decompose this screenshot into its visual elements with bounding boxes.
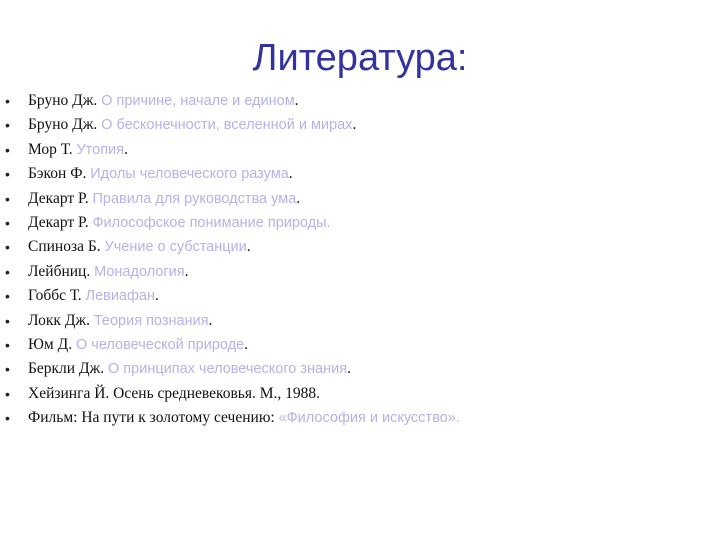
reference-author: Бруно Дж. (28, 116, 98, 134)
reference-author: Бэкон Ф. (28, 165, 87, 183)
reference-item (0, 382, 700, 406)
reference-item (0, 162, 700, 186)
bullet-icon: • (5, 141, 10, 158)
reference-tail: . (294, 92, 299, 109)
bullet-icon: • (5, 166, 10, 183)
reference-author: Декарт Р. (28, 213, 89, 231)
reference-item (0, 284, 700, 308)
reference-link[interactable]: Монадология (94, 263, 185, 280)
reference-link[interactable]: Правила для руководства ума (92, 190, 297, 207)
reference-author: Спиноза Б. (28, 238, 101, 256)
bullet-icon: • (5, 312, 10, 329)
bullet-icon: • (5, 214, 10, 231)
reference-tail: . (184, 262, 189, 280)
reference-author: Бруно Дж. (28, 92, 98, 109)
bullet-icon: • (5, 361, 10, 378)
bullet-icon: • (5, 190, 10, 207)
reference-author: Мор Т. (28, 140, 73, 158)
reference-author: Беркли Дж. (28, 360, 105, 378)
bullet-icon: • (5, 288, 10, 305)
reference-item (0, 138, 700, 162)
reference-link[interactable]: «Философия и искусство». (278, 410, 460, 427)
reference-link[interactable]: Учение о субстанции (104, 239, 247, 256)
reference-author: Гоббс Т. (28, 287, 82, 305)
reference-author: Лейбниц. (28, 262, 91, 280)
slide-title: Литература: (252, 37, 468, 79)
reference-list (0, 89, 700, 430)
reference-tail: . (124, 140, 128, 158)
reference-item (0, 235, 700, 259)
bullet-icon: • (5, 385, 10, 402)
bullet-icon: • (5, 336, 10, 353)
reference-item (0, 309, 700, 333)
reference-link[interactable]: О бесконечности, вселенной и мирах (101, 117, 353, 134)
reference-item (0, 187, 700, 211)
reference-link[interactable]: О причине, начале и едином (101, 93, 295, 109)
reference-item (0, 357, 700, 381)
reference-tail: . (155, 287, 159, 305)
reference-author: Локк Дж. (28, 311, 90, 329)
reference-item (0, 113, 700, 137)
reference-tail: . (296, 189, 301, 207)
reference-tail: . (352, 116, 357, 134)
bullet-icon: • (5, 93, 10, 109)
reference-link[interactable]: Левиафан (85, 288, 155, 305)
reference-author: Фильм: На пути к золотому сечению: (28, 409, 275, 427)
reference-tail: . (208, 311, 213, 329)
reference-tail: . (347, 360, 351, 378)
reference-link[interactable]: Философское понимание природы. (92, 214, 331, 231)
bullet-icon: • (5, 263, 10, 280)
reference-tail: . (288, 165, 293, 183)
reference-item (0, 211, 700, 235)
reference-author: Декарт Р. (28, 189, 89, 207)
reference-link[interactable]: О принципах человеческого знания (108, 361, 348, 378)
reference-tail: . (246, 238, 251, 256)
reference-link[interactable]: О человеческой природе (75, 336, 245, 353)
reference-author: Хейзинга Й. Осень средневековья. М., 1988. (28, 384, 321, 402)
reference-link[interactable]: Идолы человеческого разума (90, 166, 289, 183)
reference-item (0, 333, 700, 357)
reference-author: Юм Д. (28, 335, 73, 353)
reference-item (0, 260, 700, 284)
reference-tail: . (244, 335, 249, 353)
reference-link[interactable]: Теория познания (93, 312, 209, 329)
reference-item (0, 89, 700, 113)
reference-item (0, 406, 700, 430)
bullet-icon: • (5, 117, 10, 134)
bullet-icon: • (5, 239, 10, 256)
reference-link[interactable]: Утопия (76, 141, 124, 158)
bullet-icon: • (5, 410, 10, 427)
